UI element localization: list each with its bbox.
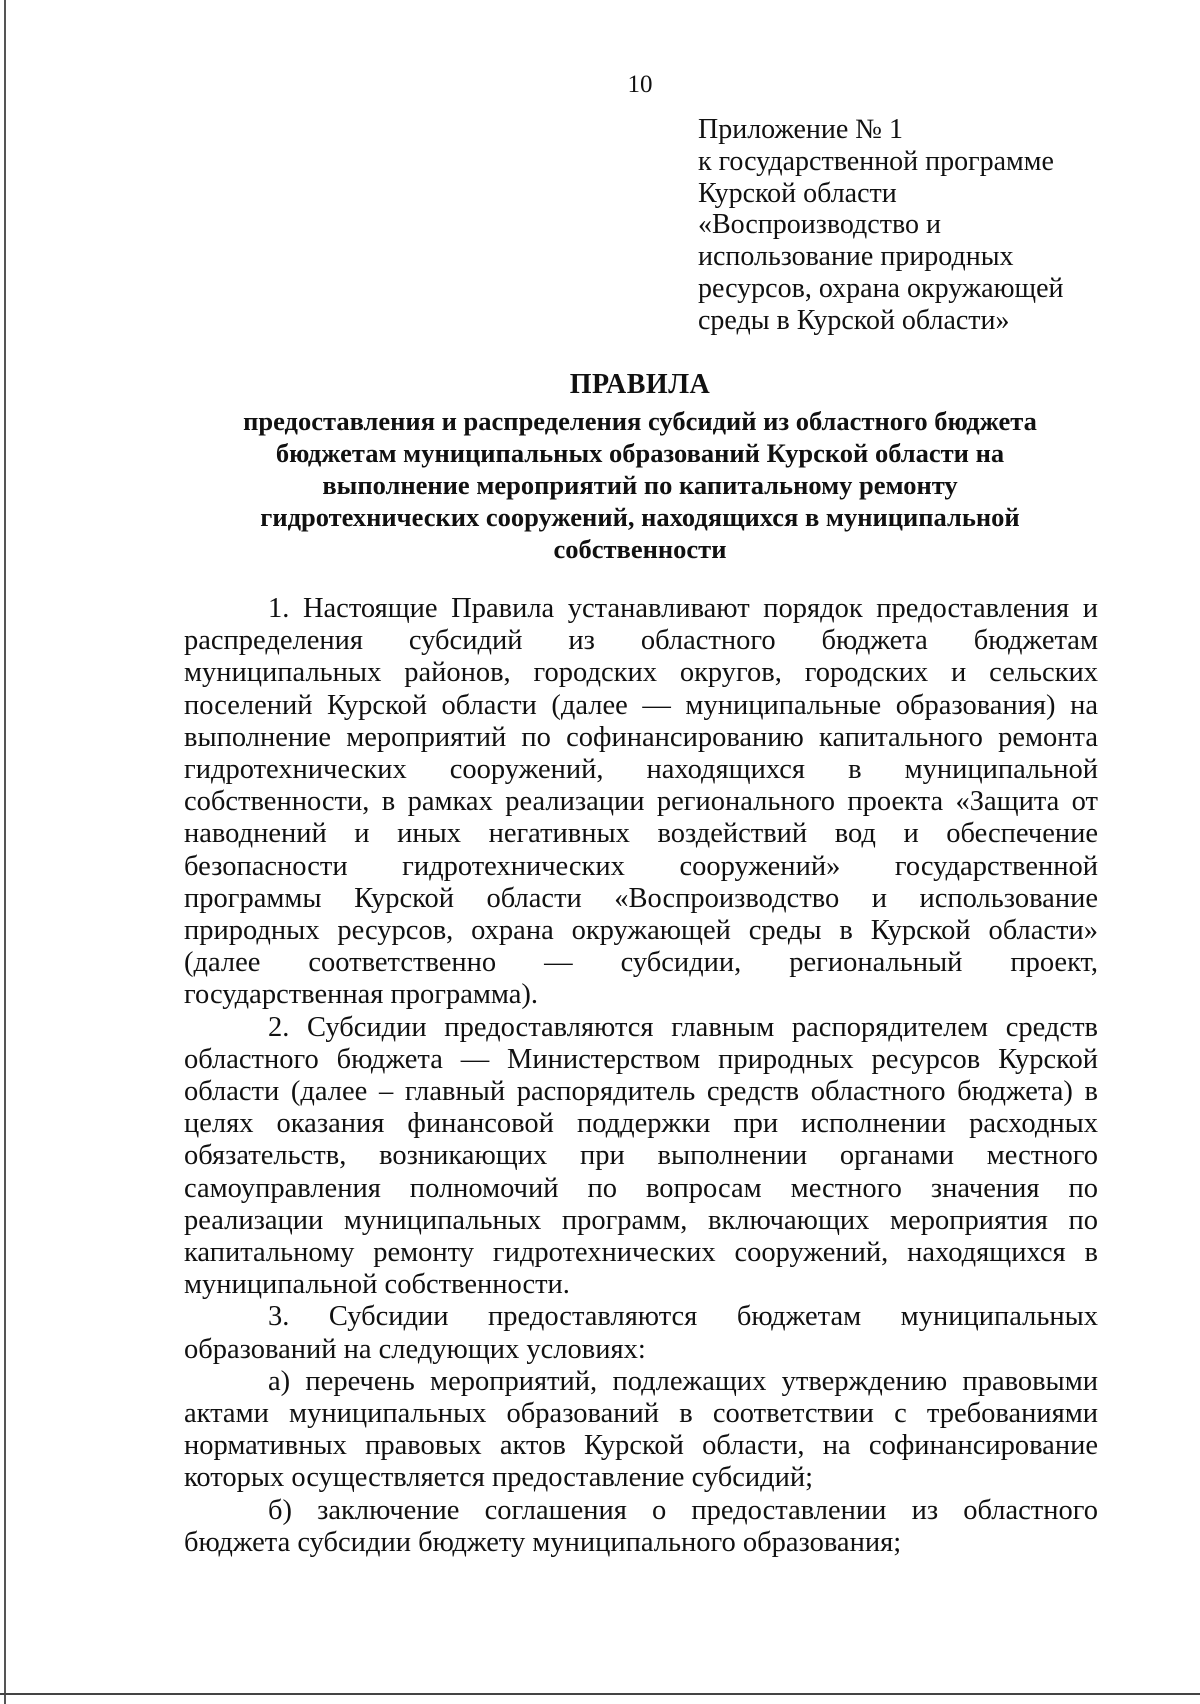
paragraph-2: 2. Субсидии предоставляются главным распорядителем средств областного бюджета — Министерством природных ресурсов Курской области (далее – главный распорядитель средств областного бюджета) в целях оказания финансовой поддержки при исполнении расходных обязательств, возникающих при выполнении органами местного самоуправления полномочий по вопросам местного значения по реализации муниципальных программ, включающих мероприятия по капитальному ремонту гидротехнических сооружений, находящихся в муниципальной собственности.	[184, 1011, 1098, 1301]
paragraph-3: 3. Субсидии предоставляются бюджетам муниципальных образований на следующих условиях:	[184, 1301, 1098, 1365]
document-body	[184, 593, 1098, 1559]
annex-block	[698, 114, 1168, 337]
title-line: предоставления и распределения субсидий из областного бюджета	[243, 406, 1037, 436]
document-title	[180, 369, 1100, 565]
annex-line: использование природных	[698, 241, 1014, 273]
scan-edge-bottom	[0, 1693, 1200, 1695]
annex-line: к государственной программе	[698, 145, 1054, 177]
title-line: гидротехнических сооружений, находящихся в муниципальной	[260, 502, 1020, 532]
annex-line: среды в Курской области»	[698, 304, 1010, 336]
annex-line: Приложение № 1	[698, 114, 903, 145]
page-number: 10	[627, 71, 653, 98]
paragraph-3a: а) перечень мероприятий, подлежащих утверждению правовыми актами муниципальных образований в соответствии с требованиями нормативных правовых актов Курской области, на софинансирование которых осуществляется предоставление субсидий;	[184, 1365, 1098, 1494]
scan-edge-left	[4, 0, 6, 1704]
annex-line: Курской области	[698, 177, 897, 209]
title-line: собственности	[553, 534, 727, 564]
paragraph-3b: б) заключение соглашения о предоставлении из областного бюджета субсидии бюджету муниципального образования;	[184, 1494, 1098, 1558]
title-line: выполнение мероприятий по капитальному ремонту	[322, 470, 958, 500]
paragraph-1: 1. Настоящие Правила устанавливают порядок предоставления и распределения субсидий из областного бюджета бюджетам муниципальных районов, городских округов, городских и сельских поселений Курской области (далее — муниципальные образования) на выполнение мероприятий по софинансированию капитального ремонта гидротехнических сооружений, находящихся в муниципальной собственности, в рамках реализации регионального проекта «Защита от наводнений и иных негативных воздействий вод и обеспечение безопасности гидротехнических сооружений» государственной программы Курской области «Воспроизводство и использование природных ресурсов, охрана окружающей среды в Курской области» (далее соответственно — субсидии, региональный проект, государственная программа).	[184, 593, 1098, 1011]
title-main: ПРАВИЛА	[569, 369, 711, 400]
annex-line: «Воспроизводство и	[698, 209, 941, 241]
title-line: бюджетам муниципальных образований Курской области на	[275, 438, 1005, 468]
annex-line: ресурсов, охрана окружающей	[698, 272, 1064, 304]
